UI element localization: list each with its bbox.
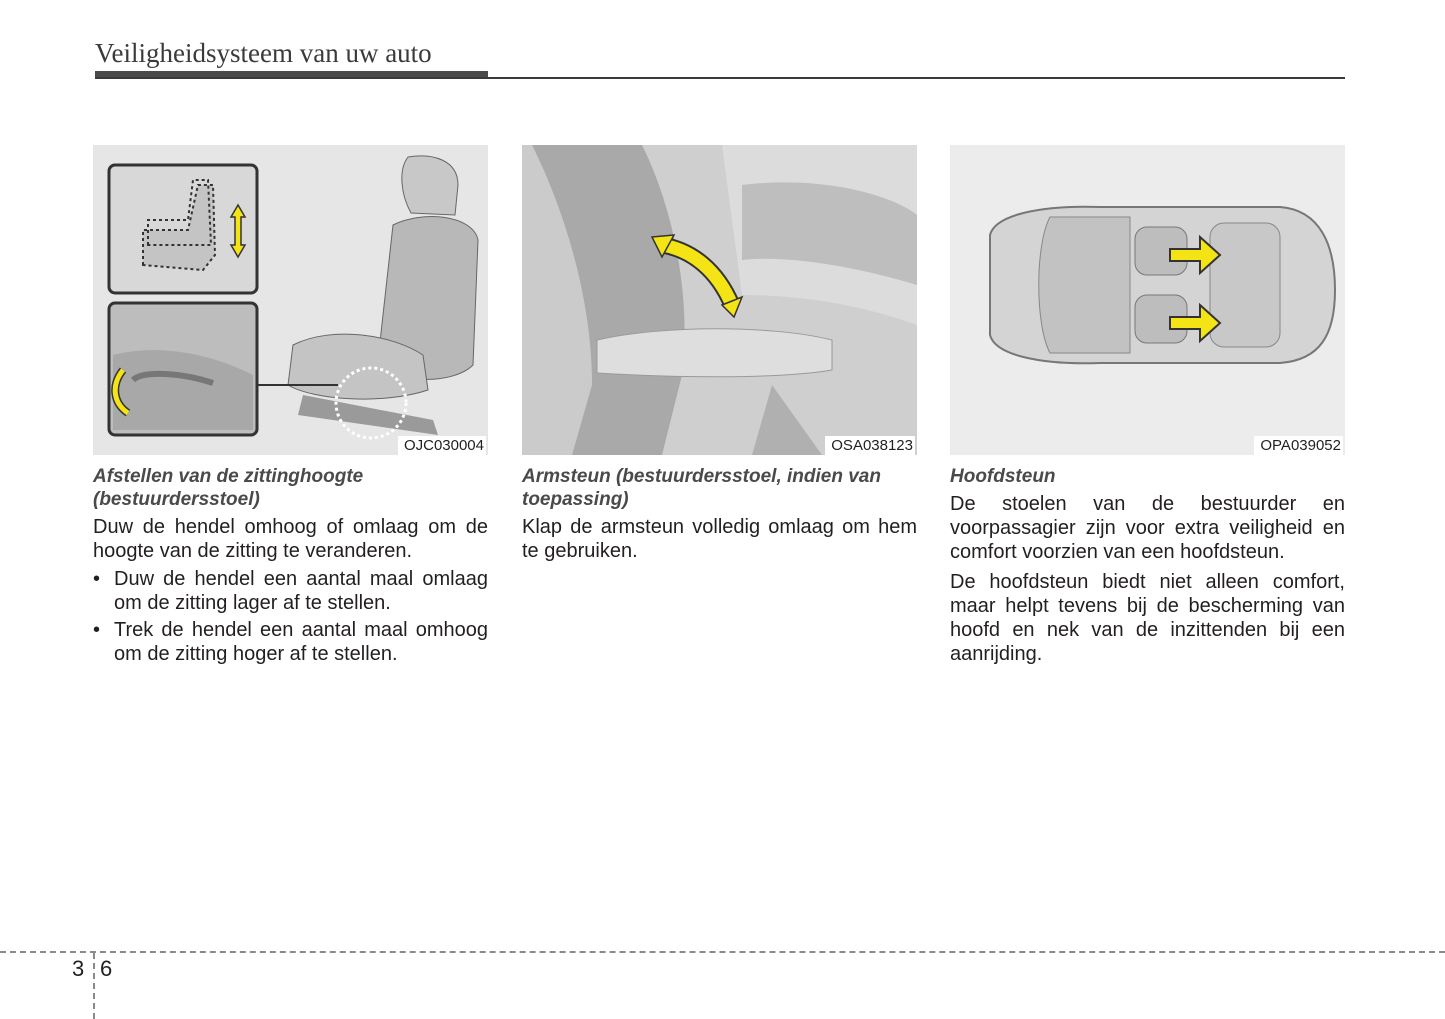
section-heading: Armsteun (bestuurdersstoel, indien van toepassing) xyxy=(522,466,881,510)
header-rule xyxy=(95,77,1345,79)
page-number: 6 xyxy=(100,956,113,981)
section-paragraph: De hoofdsteun biedt niet alleen comfort, maar helpt tevens bij de bescherming van hoofd en nek van de inzittenden bij een aanrijding. xyxy=(950,571,1345,665)
figure-code: OSA038123 xyxy=(825,436,915,455)
bullet-item: • Trek de hendel een aantal maal omhoog om de zitting hoger af te stellen. xyxy=(93,618,488,666)
armrest-illustration xyxy=(522,145,917,455)
headrest-car-illustration xyxy=(950,145,1345,455)
section-heading: Hoofdsteun xyxy=(950,466,1056,487)
footer-rule xyxy=(0,951,1445,953)
section-paragraph: Klap de armsteun volledig omlaag om hem te gebruiken. xyxy=(522,516,917,562)
section-armrest xyxy=(522,145,917,563)
bullet-list xyxy=(93,567,488,666)
section-heading: Afstellen van de zittinghoogte (bestuurdersstoel) xyxy=(93,466,364,510)
figure-armrest xyxy=(522,145,917,455)
figure-code: OPA039052 xyxy=(1254,436,1343,455)
section-paragraph: Duw de hendel omhoog of omlaag om de hoogte van de zitting te veranderen. xyxy=(93,516,488,562)
section-headrest xyxy=(950,145,1345,666)
figure-seat-height xyxy=(93,145,488,455)
page-header-title: Veiligheidsysteem van uw auto xyxy=(95,38,432,68)
figure-code: OJC030004 xyxy=(398,436,486,455)
bullet-item: • Duw de hendel een aantal maal omlaag om de zitting lager af te stellen. xyxy=(93,567,488,615)
section-paragraph: De stoelen van de bestuurder en voorpassagier zijn voor extra veiligheid en comfort voorzien van een hoofdsteun. xyxy=(950,493,1345,563)
seat-height-illustration xyxy=(93,145,488,455)
section-seat-height xyxy=(93,145,488,669)
figure-headrest xyxy=(950,145,1345,455)
footer-divider xyxy=(93,953,95,1019)
page-chapter-number: 3 xyxy=(72,956,85,981)
